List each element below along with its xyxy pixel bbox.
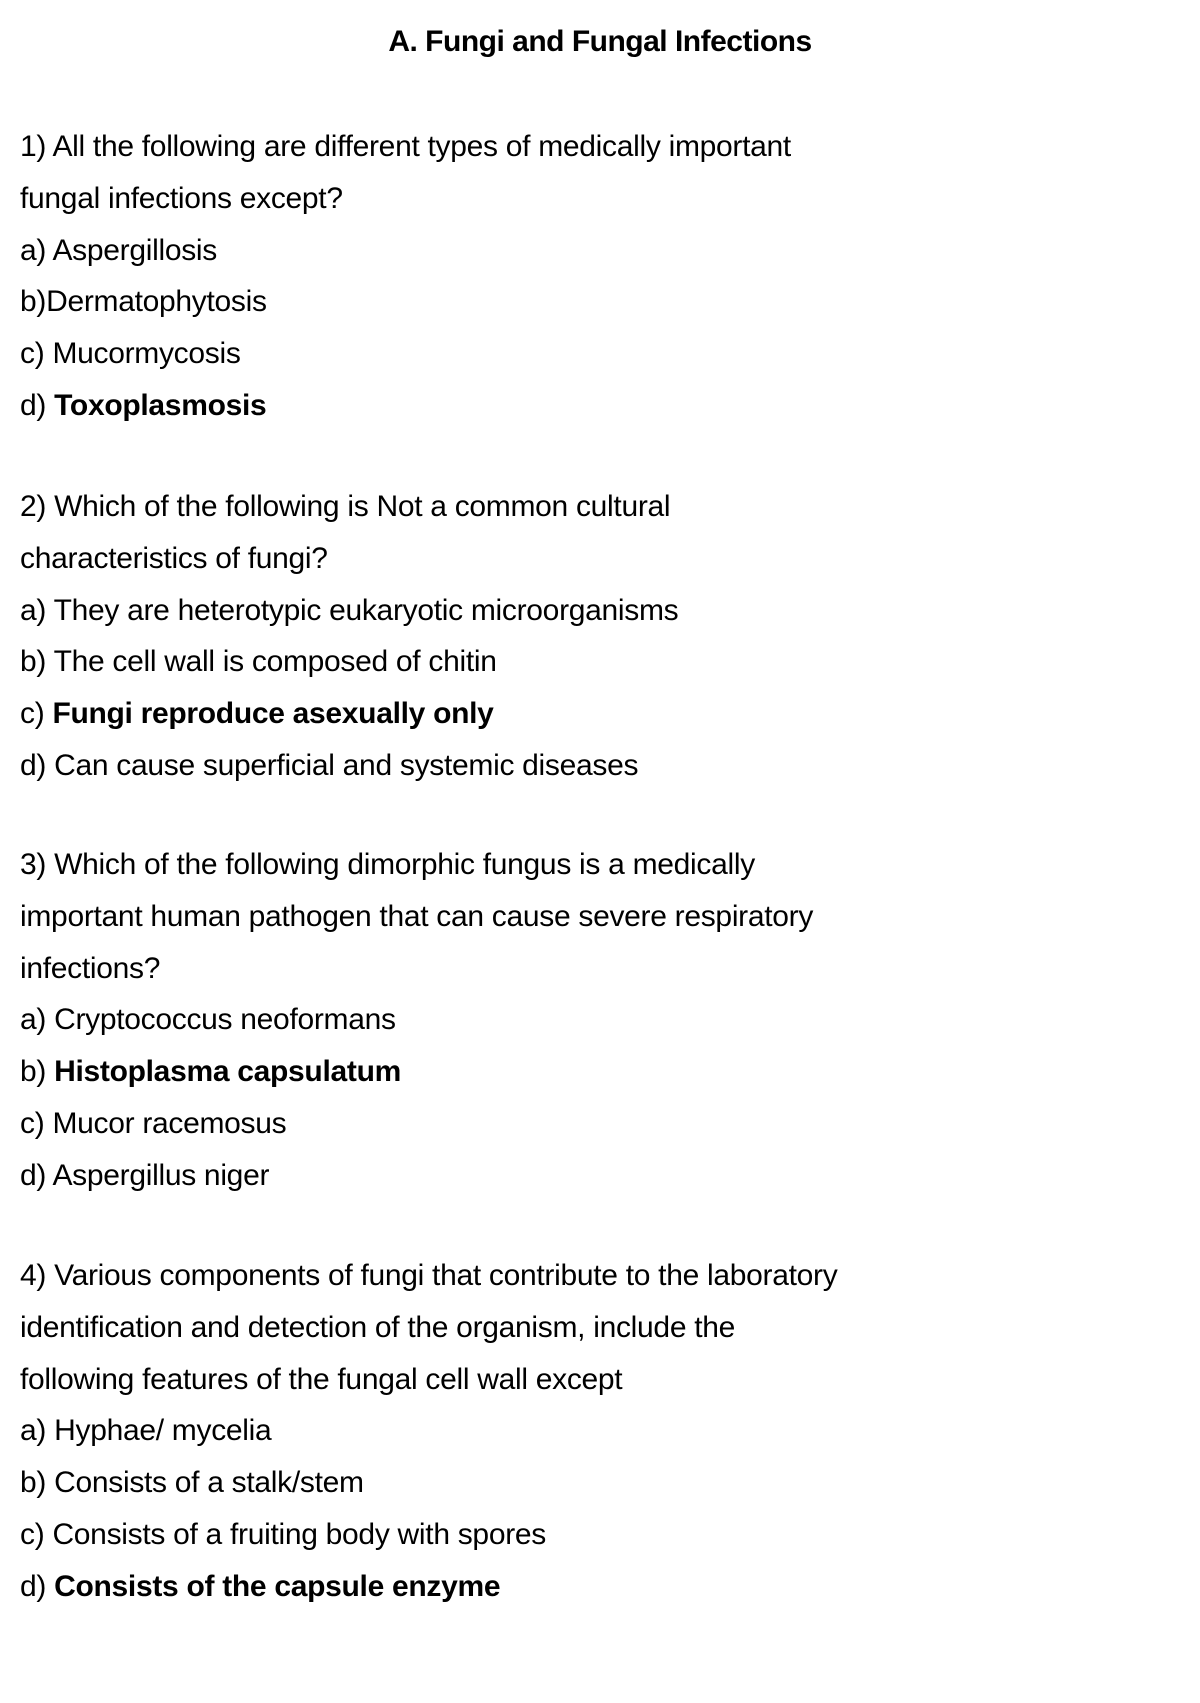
question-4-option-a — [20, 1405, 840, 1457]
option-prefix: a) — [20, 593, 54, 627]
question-3-option-a — [20, 994, 840, 1046]
question-2-option-a — [20, 585, 840, 637]
question-2-text: 2) Which of the following is Not a common cultural characteristics of fungi? — [20, 490, 671, 575]
question-4-option-b — [20, 1457, 840, 1509]
question-1 — [20, 121, 840, 432]
question-3 — [20, 839, 840, 1202]
correct-answer-text: Toxoplasmosis — [54, 388, 267, 422]
correct-answer-text: Fungi reproduce asexually only — [52, 697, 494, 731]
option-prefix: d) — [20, 1569, 55, 1603]
question-3-option-c — [20, 1098, 840, 1150]
question-3-option-b — [20, 1046, 840, 1098]
option-prefix: a) — [20, 233, 53, 267]
option-prefix: d) — [20, 748, 55, 782]
option-prefix: b) — [20, 645, 54, 679]
question-4-option-c — [20, 1509, 840, 1561]
option-text: They are heterotypic eukaryotic microorganisms — [53, 593, 679, 627]
question-1-option-b — [20, 276, 840, 328]
question-2-option-d — [20, 740, 840, 792]
question-1-option-a — [20, 225, 840, 277]
option-text: Cryptococcus neoformans — [54, 1003, 396, 1037]
question-1-option-c — [20, 328, 840, 380]
option-text: Consists of a fruiting body with spores — [52, 1517, 546, 1551]
option-text: Can cause superficial and systemic diseases — [54, 748, 639, 782]
option-prefix: b) — [20, 1055, 55, 1089]
option-text: Aspergillosis — [52, 233, 217, 267]
option-text: Mucormycosis — [52, 337, 241, 371]
question-1-text: 1) All the following are different types of medically important fungal infections except? — [20, 130, 791, 215]
question-1-option-d — [20, 380, 840, 432]
correct-answer-text: Consists of the capsule enzyme — [54, 1569, 501, 1603]
question-4 — [20, 1250, 840, 1613]
option-prefix: d) — [20, 388, 55, 422]
option-prefix: b) — [20, 285, 47, 319]
question-2-option-b — [20, 636, 840, 688]
question-3-text: 3) Which of the following dimorphic fungus is a medically important human pathogen that can cause severe respiratory infections? — [20, 848, 814, 985]
question-4-option-d — [20, 1561, 840, 1613]
option-prefix: c) — [20, 337, 53, 371]
option-prefix: c) — [20, 1517, 53, 1551]
option-text: The cell wall is composed of chitin — [53, 645, 497, 679]
option-text: Consists of a stalk/stem — [54, 1466, 364, 1500]
option-prefix: c) — [20, 1106, 53, 1140]
option-text: Mucor racemosus — [52, 1106, 287, 1140]
option-prefix: a) — [20, 1003, 55, 1037]
document-title: A. Fungi and Fungal Infections — [388, 25, 812, 58]
option-text: Aspergillus niger — [52, 1158, 270, 1192]
correct-answer-text: Histoplasma capsulatum — [54, 1055, 401, 1089]
option-prefix: c) — [20, 697, 53, 731]
question-3-option-d — [20, 1150, 840, 1202]
option-prefix: d) — [20, 1158, 53, 1192]
option-prefix: b) — [20, 1466, 55, 1500]
option-text: Dermatophytosis — [46, 285, 267, 319]
question-2 — [20, 481, 840, 792]
option-text: Hyphae/ mycelia — [54, 1414, 272, 1448]
option-prefix: a) — [20, 1414, 55, 1448]
question-4-text: 4) Various components of fungi that contribute to the laboratory identification and detection of the organism, include the following features of the fungal cell wall except — [20, 1259, 838, 1396]
question-2-option-c — [20, 688, 840, 740]
